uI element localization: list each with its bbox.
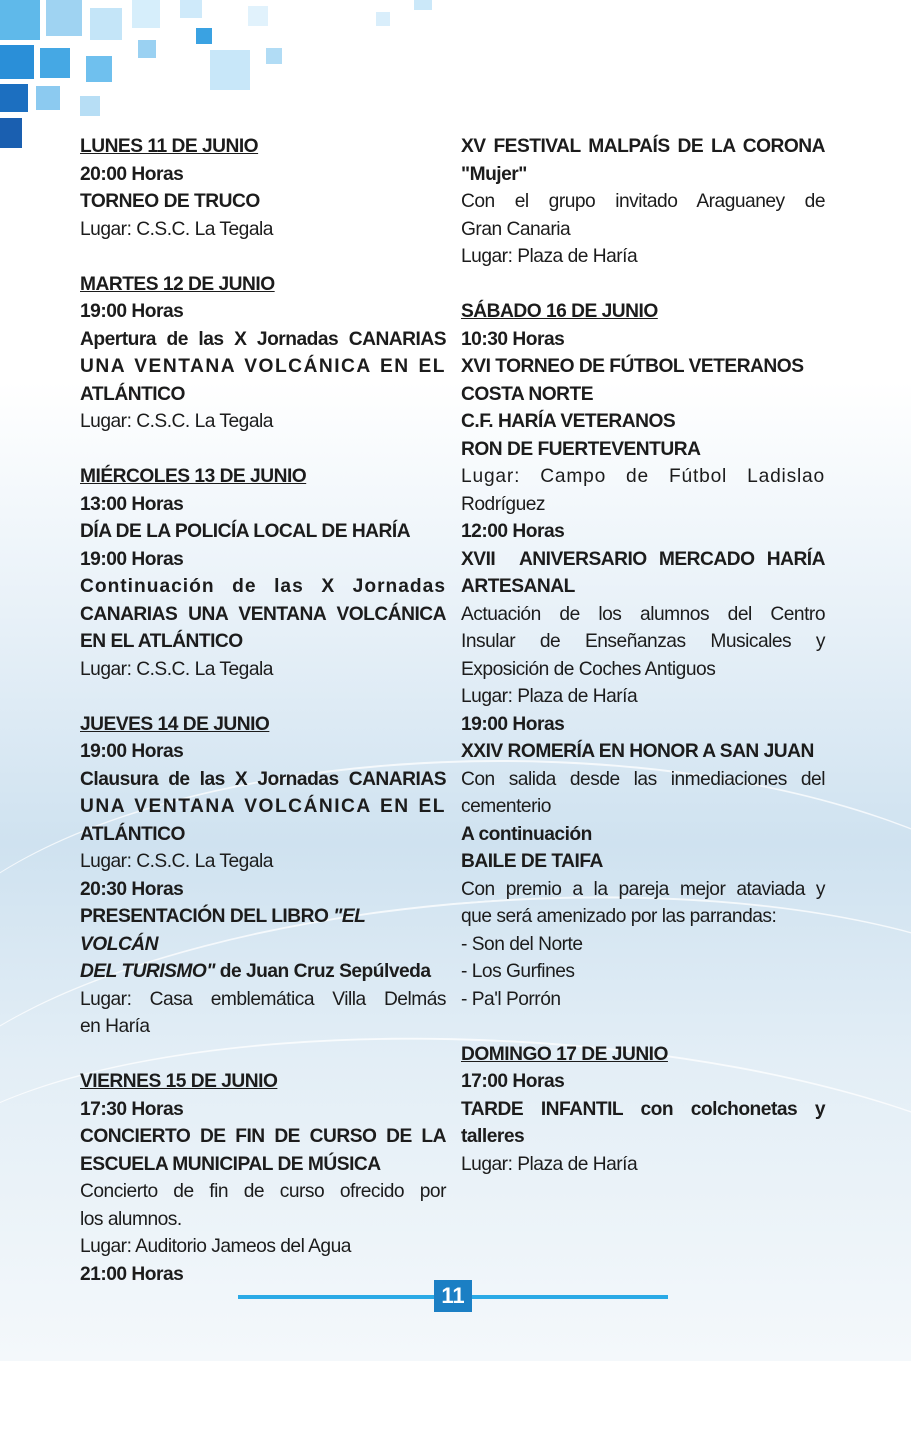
event-title: Continuación de las X Jornadas bbox=[80, 576, 446, 597]
event-title: EN EL ATLÁNTICO bbox=[80, 631, 243, 652]
event-place: Lugar: C.S.C. La Tegala bbox=[80, 658, 273, 680]
event-title: BAILE DE TAIFA bbox=[461, 851, 603, 872]
event-title-part: PRESENTACIÓN DEL LIBRO bbox=[80, 906, 334, 927]
event-title-part: con colchonetas y bbox=[622, 1098, 826, 1120]
event-description: cementerio bbox=[461, 796, 551, 817]
event-time: 10:30 Horas bbox=[461, 328, 565, 350]
day-heading: LUNES 11 DE JUNIO bbox=[80, 136, 259, 157]
event-title: CONCIERTO DE FIN DE CURSO DE LA bbox=[80, 1126, 446, 1147]
event-description: Actuación de los alumnos del Centro bbox=[461, 603, 825, 625]
event-description: Insular de Enseñanzas Musicales y bbox=[461, 631, 825, 652]
event-time: 19:00 Horas bbox=[461, 713, 565, 735]
left-column bbox=[80, 133, 446, 1288]
event-place: Lugar: Plaza de Haría bbox=[461, 246, 638, 267]
event-title: UNA VENTANA VOLCÁNICA EN EL bbox=[80, 796, 446, 817]
event-time: 19:00 Horas bbox=[80, 741, 184, 762]
event-title: Apertura de las X Jornadas CANARIAS bbox=[80, 328, 446, 350]
event-time: 20:00 Horas bbox=[80, 163, 184, 185]
day-heading: DOMINGO 17 DE JUNIO bbox=[461, 1043, 668, 1065]
event-place: Lugar: C.S.C. La Tegala bbox=[80, 218, 273, 240]
event-title: "Mujer" bbox=[461, 163, 527, 185]
event-place: Rodríguez bbox=[461, 493, 546, 515]
event-time: 12:00 Horas bbox=[461, 521, 565, 542]
day-heading: JUEVES 14 DE JUNIO bbox=[80, 713, 270, 735]
event-time: 17:30 Horas bbox=[80, 1098, 184, 1120]
event-place: en Haría bbox=[80, 1016, 150, 1037]
event-description: Exposición de Coches Antiguos bbox=[461, 658, 716, 680]
event-description: Con premio a la pareja mejor ataviada y bbox=[461, 878, 825, 900]
event-title: C.F. HARÍA VETERANOS bbox=[461, 411, 676, 432]
event-title: talleres bbox=[461, 1126, 525, 1147]
event-description: Gran Canaria bbox=[461, 218, 571, 240]
event-title bbox=[80, 958, 446, 986]
event-time: 13:00 Horas bbox=[80, 493, 184, 515]
event-place: Lugar: C.S.C. La Tegala bbox=[80, 851, 273, 872]
event-place: Lugar: Campo de Fútbol Ladislao bbox=[461, 466, 825, 487]
event-title: RON DE FUERTEVENTURA bbox=[461, 438, 701, 460]
event-description: Con el grupo invitado Araguaney de bbox=[461, 191, 825, 212]
event-title: XVII ANIVERSARIO MERCADO HARÍA bbox=[461, 548, 825, 570]
event-time: 19:00 Horas bbox=[80, 301, 184, 322]
event-title: Clausura de las X Jornadas CANARIAS bbox=[80, 768, 446, 790]
day-heading: SÁBADO 16 DE JUNIO bbox=[461, 301, 658, 322]
event-title bbox=[461, 1096, 825, 1124]
event-place: Lugar: Auditorio Jameos del Agua bbox=[80, 1236, 351, 1257]
event-time: 19:00 Horas bbox=[80, 548, 184, 570]
event-place: Lugar: Casa emblemática Villa Delmás bbox=[80, 988, 446, 1010]
event-subheading: A continuación bbox=[461, 823, 592, 845]
event-title: XVI TORNEO DE FÚTBOL VETERANOS bbox=[461, 356, 804, 377]
footer-line-right bbox=[472, 1295, 668, 1299]
event-title: ESCUELA MUNICIPAL DE MÚSICA bbox=[80, 1153, 381, 1175]
right-column bbox=[461, 133, 825, 1178]
event-title-part: TARDE INFANTIL bbox=[461, 1098, 623, 1120]
event-time: 17:00 Horas bbox=[461, 1071, 565, 1092]
event-title: ATLÁNTICO bbox=[80, 383, 185, 405]
event-time: 21:00 Horas bbox=[80, 1263, 184, 1285]
book-author: de Juan Cruz Sepúlveda bbox=[214, 961, 431, 982]
book-title: "EL VOLCÁN bbox=[80, 906, 366, 955]
event-description: Con salida desde las inmediaciones del bbox=[461, 768, 825, 790]
event-place: Lugar: Plaza de Haría bbox=[461, 1153, 638, 1175]
event-title: DÍA DE LA POLICÍA LOCAL DE HARÍA bbox=[80, 521, 411, 542]
band-item: - Son del Norte bbox=[461, 933, 583, 955]
day-heading: MIÉRCOLES 13 DE JUNIO bbox=[80, 466, 307, 487]
event-title: XXIV ROMERÍA EN HONOR A SAN JUAN bbox=[461, 741, 814, 762]
event-description: que será amenizado por las parrandas: bbox=[461, 906, 777, 927]
day-heading: VIERNES 15 DE JUNIO bbox=[80, 1071, 278, 1092]
event-description: los alumnos. bbox=[80, 1208, 182, 1230]
event-title: TORNEO DE TRUCO bbox=[80, 191, 260, 212]
event-title: XV FESTIVAL MALPAÍS DE LA CORONA bbox=[461, 136, 825, 157]
event-title: ATLÁNTICO bbox=[80, 823, 185, 845]
event-title: CANARIAS UNA VENTANA VOLCÁNICA bbox=[80, 603, 446, 625]
event-time: 20:30 Horas bbox=[80, 878, 184, 900]
event-title: ARTESANAL bbox=[461, 576, 575, 597]
band-item: - Pa'l Porrón bbox=[461, 988, 561, 1010]
footer-line-left bbox=[238, 1295, 434, 1299]
event-place: Lugar: C.S.C. La Tegala bbox=[80, 411, 273, 432]
band-item: - Los Gurfines bbox=[461, 961, 575, 982]
page-number: 11 bbox=[434, 1280, 472, 1312]
day-heading: MARTES 12 DE JUNIO bbox=[80, 273, 275, 295]
event-description: Concierto de fin de curso ofrecido por bbox=[80, 1181, 446, 1202]
book-title: DEL TURISMO" bbox=[80, 961, 215, 982]
event-place: Lugar: Plaza de Haría bbox=[461, 686, 638, 707]
event-title bbox=[80, 903, 446, 958]
event-title: UNA VENTANA VOLCÁNICA EN EL bbox=[80, 356, 446, 377]
event-title: COSTA NORTE bbox=[461, 383, 594, 405]
